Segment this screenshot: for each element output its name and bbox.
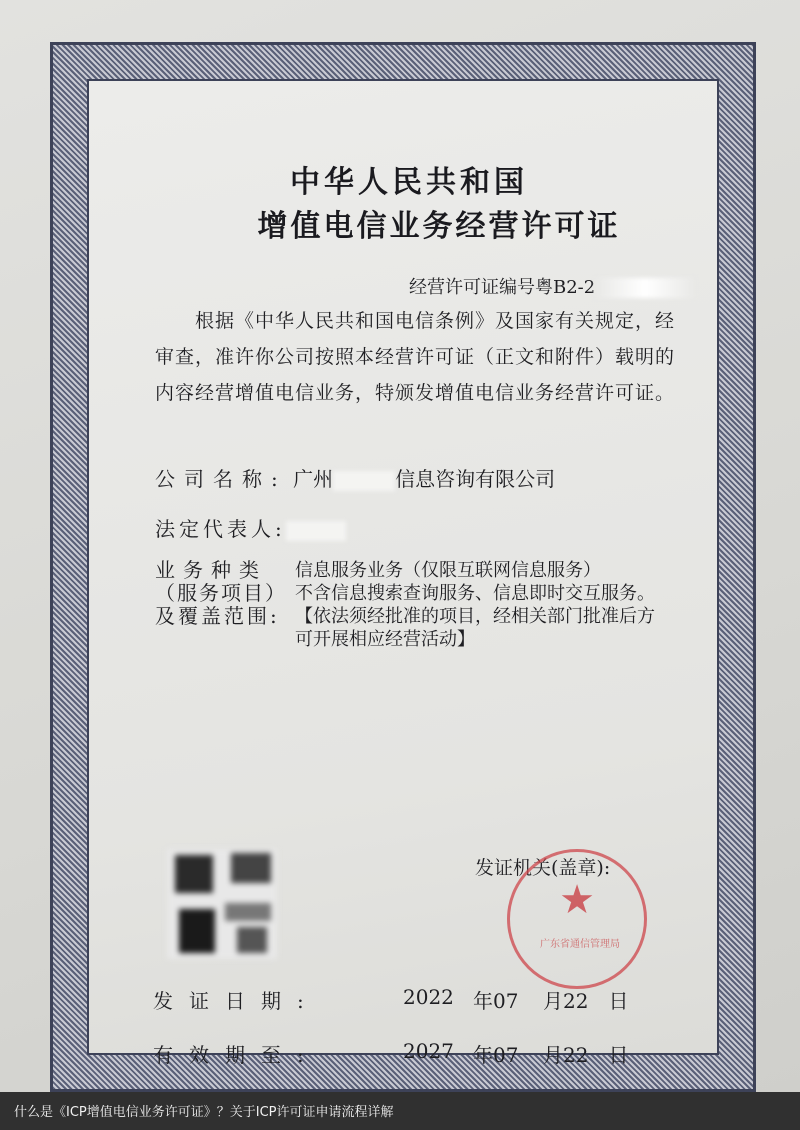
expiry-date-row — [153, 1039, 629, 1068]
issue-month: 年07 — [473, 989, 519, 1013]
company-label: 公司名称: — [155, 467, 287, 491]
official-seal — [507, 849, 647, 989]
company-name-redaction — [333, 471, 395, 491]
company-name-suffix: 信息咨询有限公司 — [395, 467, 556, 491]
license-number — [409, 273, 695, 299]
statement-line-3: 内容经营增值电信业务，特颁发增值电信业务经营许可证。 — [155, 382, 676, 404]
seal-star-icon: ★ — [559, 877, 595, 924]
certificate-frame — [50, 42, 756, 1092]
business-label-line-1: 业务种类 — [155, 558, 267, 582]
image-caption: 什么是《ICP增值电信业务许可证》？关于ICP许可证申请流程详解 — [0, 1092, 800, 1130]
title-country: 中华人民共和国 — [290, 165, 528, 200]
issue-day: 月22 日 — [543, 989, 629, 1013]
business-line-2: 不含信息搜索查询服务、信息即时交互服务。 — [295, 583, 655, 604]
legal-rep-row — [155, 513, 346, 542]
license-number-redaction — [595, 278, 695, 298]
legal-rep-redaction — [286, 521, 346, 541]
title-license-type: 增值电信业务经营许可证 — [257, 209, 621, 244]
issuer-label: 发证机关(盖章): — [475, 857, 611, 879]
business-scope-label — [155, 559, 287, 628]
license-number-label: 经营许可证编号粤B2-2 — [409, 277, 596, 298]
business-line-3: 【依法须经批准的项目，经相关部门批准后方 — [295, 606, 655, 627]
certificate-statement — [155, 303, 735, 411]
issue-date-row — [153, 985, 629, 1014]
business-label-line-2: （服务项目） — [155, 581, 287, 605]
expiry-date-label: 有效期至: — [153, 1043, 320, 1067]
issue-year: 2022 — [403, 985, 454, 1009]
qr-code — [167, 849, 277, 959]
expiry-year: 2027 — [403, 1039, 454, 1063]
business-scope-text — [295, 559, 655, 651]
company-row — [155, 463, 555, 492]
seal-text: 广东省通信管理局 — [540, 939, 620, 950]
legal-rep-label: 法定代表人: — [155, 517, 286, 541]
expiry-month: 年07 — [473, 1043, 519, 1067]
company-name-prefix: 广州 — [293, 467, 334, 491]
statement-line-2: 审查，准许你公司按照本经营许可证（正文和附件）载明的 — [155, 346, 676, 368]
business-line-1: 信息服务业务（仅限互联网信息服务） — [295, 560, 601, 581]
expiry-day: 月22 日 — [543, 1043, 629, 1067]
business-label-line-3: 及覆盖范围: — [155, 604, 280, 628]
certificate-body — [87, 79, 719, 1067]
business-line-4: 可开展相应经营活动】 — [295, 629, 475, 650]
issue-date-label: 发证日期: — [153, 989, 320, 1013]
statement-line-1: 根据《中华人民共和国电信条例》及国家有关规定，经 — [195, 310, 676, 332]
